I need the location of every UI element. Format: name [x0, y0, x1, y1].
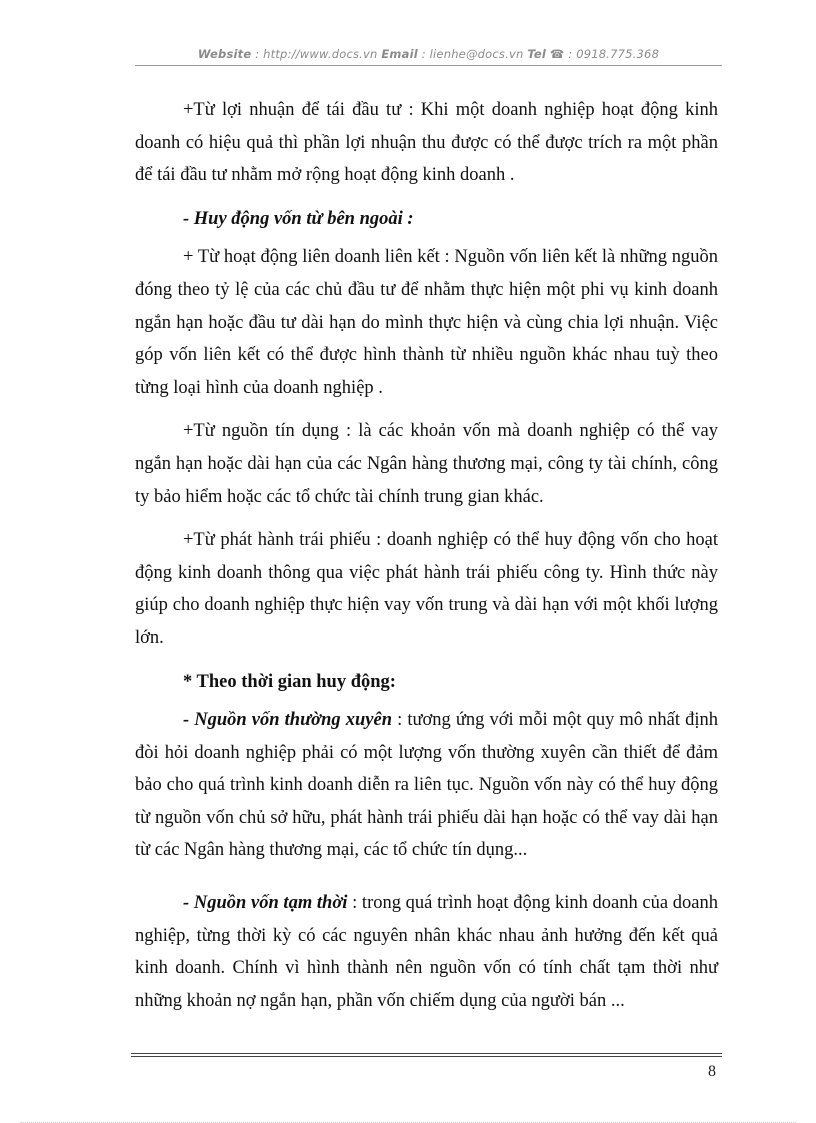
tel-label: Tel [527, 47, 547, 61]
page-number: 8 [708, 1063, 716, 1080]
paragraph-credit-source: +Từ nguồn tín dụng : là các khoản vốn mà doanh nghiệp có thể vay ngắn hạn hoặc dài hạn của các Ngân hàng thương mại, công ty tài chính, công ty bảo hiểm hoặc các tổ chức tài chính trung gian khác. [135, 421, 718, 507]
heading-external-capital: - Huy động vốn từ bên ngoài : [183, 208, 414, 229]
header-divider [135, 65, 722, 66]
paragraph-bond-issuance: +Từ phát hành trái phiếu : doanh nghiệp có thể huy động vốn cho hoạt động kinh doanh thông qua việc phát hành trái phiếu công ty. Hình thức này giúp cho doanh nghiệp thực hiện vay vốn trung và dài hạn với một khối lượng lớn. [135, 530, 718, 648]
term-permanent-capital: - Nguồn vốn thường xuyên [183, 710, 392, 731]
document-body [135, 94, 718, 1028]
permanent-capital-text: : tương ứng với mỗi một quy mô nhất định đòi hỏi doanh nghiệp phải có một lượng vốn thường xuyên cần thiết để đảm bảo cho quá trình kinh doanh diễn ra liên tục. Nguồn vốn này có thể huy động từ nguồn vốn chủ sở hữu, phát hành trái phiếu dài hạn hoặc có thể vay dài hạn từ các Ngân hàng thương mại, các tổ chức tín dụng... [135, 710, 719, 861]
temporary-capital-text: : trong quá trình hoạt động kinh doanh của doanh nghiệp, từng thời kỳ có các nguyên nhân khác nhau ảnh hưởng đến kết quả kinh doanh. Chính vì hình thành nên nguồn vốn có tính chất tạm thời như những khoản nợ ngắn hạn, phần vốn chiếm dụng của người bán ... [135, 893, 719, 1011]
heading-by-mobilization-time: * Theo thời gian huy động: [183, 671, 396, 692]
page-header [135, 47, 722, 61]
footer-divider-top [131, 1053, 722, 1054]
paragraph-reinvest-profit: +Từ lợi nhuận để tái đầu tư : Khi một doanh nghiệp hoạt động kinh doanh có hiệu quả thì phần lợi nhuận thu được có thể được trích ra một phần để tái đầu tư nhằm mở rộng hoạt động kinh doanh . [135, 100, 718, 186]
email-value: : lienhe@docs.vn [417, 47, 528, 61]
paragraph-temporary-capital [135, 887, 718, 1017]
website-value: : http://www.docs.vn [251, 47, 382, 61]
paragraph-permanent-capital [135, 704, 718, 867]
website-label: Website [197, 47, 252, 61]
tel-value: ☎ : 0918.775.368 [546, 47, 660, 61]
paragraph-joint-venture: + Từ hoạt động liên doanh liên kết : Nguồn vốn liên kết là những nguồn đóng theo tỷ lệ của các chủ đầu tư để nhằm thực hiện một phi vụ kinh doanh ngắn hạn hoặc đầu tư dài hạn do mình thực hiện và cùng chia lợi nhuận. Việc góp vốn liên kết có thể được hình thành từ nhiều nguồn khác nhau tuỳ theo từng loại hình của doanh nghiệp . [135, 247, 718, 398]
term-temporary-capital: - Nguồn vốn tạm thời [183, 893, 348, 914]
email-label: Email [381, 47, 418, 61]
footer-divider-bottom [131, 1056, 722, 1057]
